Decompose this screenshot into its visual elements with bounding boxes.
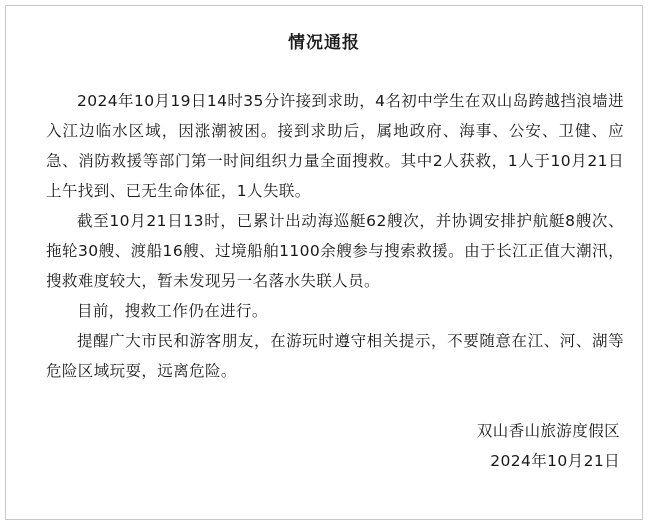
- paragraph-incident: 2024年10月19日14时35分许接到求助，4名初中学生在双山岛跨越挡浪墙进入江边临水区域，因涨潮被困。接到求助后，属地政府、海事、公安、卫健、应急、消防救援等部门第一时间组织力量全面搜救。其中2人获救，1人于10月21日上午找到、已无生命体征，1人失联。: [46, 92, 624, 200]
- paragraph-rescue-resources: 截至10月21日13时，已累计出动海巡艇62艘次，并协调安排护航艇8艘次、拖轮30艘、渡船16艘、过境船舶1100余艘参与搜索救援。由于长江正值大潮汛，搜救难度较大，暂未发现另一名落水失联人员。: [46, 212, 624, 290]
- notice-frame: [5, 5, 643, 520]
- signature-block: [477, 416, 620, 476]
- notice-body: [46, 86, 624, 386]
- issue-date: 2024年10月21日: [490, 452, 620, 470]
- paragraph-status: 目前，搜救工作仍在进行。: [77, 302, 268, 320]
- paragraph-reminder: 提醒广大市民和游客朋友，在游玩时遵守相关提示，不要随意在江、河、湖等危险区域玩耍，远离危险。: [46, 332, 624, 380]
- notice-title: 情况通报: [288, 33, 360, 53]
- issuer-name: 双山香山旅游度假区: [476, 422, 620, 440]
- notice-document: [6, 6, 642, 519]
